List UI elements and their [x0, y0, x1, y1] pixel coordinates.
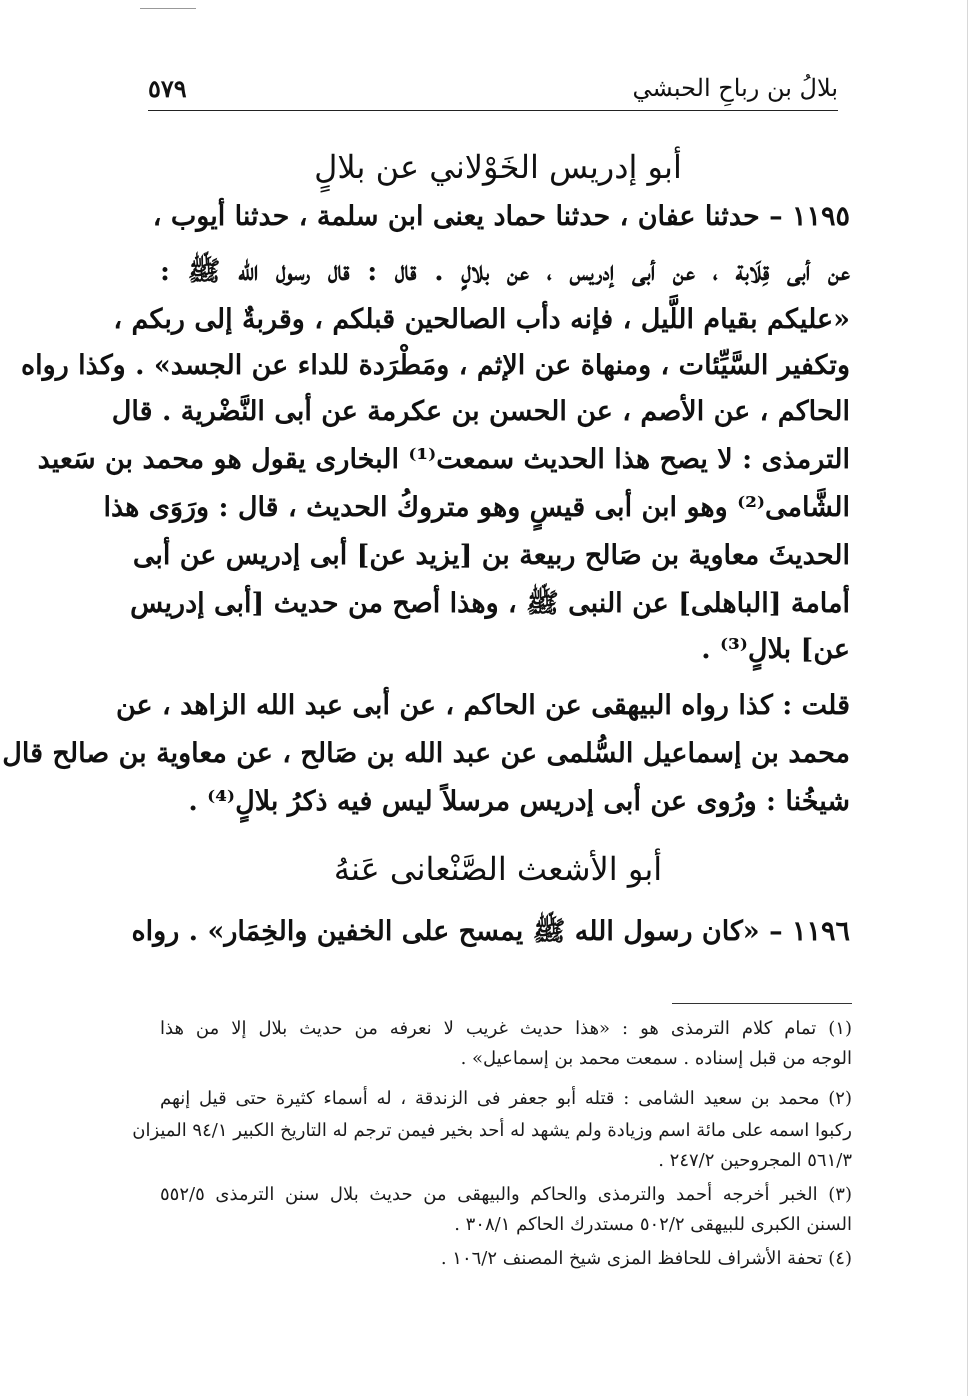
section-heading-sanani: أبو الأشعث الصَّنْعانى عَنهُ — [333, 850, 663, 888]
text-line: «عليكم بقيام اللَّيل ، فإنه دأب الصالحين قبلكم ، وقربةٌ إلى ربكم ، — [113, 304, 850, 335]
top-edge-rule — [140, 8, 196, 9]
text-line: ١١٩٥ – حدثنا عفان ، حدثنا حماد يعنى ابن سلمة ، حدثنا أيوب ، — [152, 201, 850, 232]
page-edge-rule — [967, 0, 968, 1396]
text-line: محمد بن إسماعيل السُّلمى عن عبد الله بن صَالح ، عن معاوية بن صالح قال — [2, 738, 850, 769]
footnote-line: (١) تمام كلام الترمذى هو : «هذا حديث غريب لا نعرفه من حديث بلال إلا من هذا — [160, 1018, 852, 1039]
running-header — [148, 70, 838, 111]
text-line: عن] بلالٍ⁽³⁾ . — [701, 634, 850, 665]
text-line: عن أبى قِلَابة ، عن أبى إدريس ، عن بلالٍ . قال : قال رسول الله ﷺ : — [160, 256, 850, 287]
footnote-rule — [672, 1003, 852, 1004]
text-line: الترمذى : لا يصح هذا الحديث سمعت⁽¹⁾ البخارى يقول هو محمد بن سَعيد — [37, 444, 850, 475]
footnote-line: (٣) الخبر أخرجه أحمد والترمذى والحاكم والبيهقى من حديث بلال سنن الترمذى ٥٥٢/٥ — [160, 1184, 852, 1205]
text-line: الحاكم ، عن الأصم ، عن الحسن بن عكرمة عن أبى النَّضْرية . قال — [111, 396, 850, 427]
text-line: الشَّامى⁽²⁾ وهو ابن أبى قيسٍ وهو متروكُ الحديث ، قال : ورَوَى هذا — [103, 492, 850, 523]
text-line: شيخُنا : ورُوى عن أبى إدريس مرسلاً ليس فيه ذكرُ بلالٍ⁽⁴⁾ . — [188, 786, 850, 817]
text-line: أمامة [الباهلى] عن النبى ﷺ ، وهذا أصح من حديث [أبى إدريس — [130, 588, 850, 619]
footnote-line: (٢) محمد بن سعيد الشامى : قتله أبو جعفر فى الزندقة ، له أسماء كثيرة حتى قيل إنهم — [160, 1088, 852, 1109]
text-line: الحديثَ معاوية بن صَالح ربيعة بن [يزيد عن] أبى إدريس عن أبى — [132, 540, 850, 571]
text-line: قلت : كذا رواه البيهقى عن الحاكم ، عن أبى عبد الله الزاهد ، عن — [115, 690, 850, 721]
footnote-line: (٤) تحفة الأشراف للحافظ المزى شيخ المصنف ١٠٦/٢ . — [440, 1248, 852, 1269]
text-line: وتكفير السَّيِّئات ، ومنهاة عن الإثم ، ومَطْرَدة للداء عن الجسد» . وكذا رواه — [21, 350, 850, 381]
section-heading-khawlani: أبو إدريس الخَوْلاني عن بلالٍ — [314, 148, 682, 186]
text-line: ١١٩٦ – «كان رسول الله ﷺ يمسح على الخفين والخِمَار» . رواه — [131, 916, 850, 947]
footnote-line: الوجه من قبل إسناده . سمعت محمد بن إسماعيل» . — [460, 1048, 852, 1069]
running-title: بلالُ بن رباحِ الحبشي — [632, 74, 838, 102]
footnote-line: ركبوا اسمه على مائة اسم وزيادة ولم يشهد له أحد بخير فيمن ترجم له التاريخ الكبير ٩٤/١ الميزان — [132, 1120, 852, 1141]
page-number: ٥٧٩ — [148, 74, 187, 103]
footnote-line: ٥٦١/٣ المجروحين ٢٤٧/٢ . — [658, 1150, 852, 1171]
footnote-line: السنن الكبرى للبيهقى ٥٠٢/٢ مستدرك الحاكم ٣٠٨/١ . — [454, 1214, 852, 1235]
